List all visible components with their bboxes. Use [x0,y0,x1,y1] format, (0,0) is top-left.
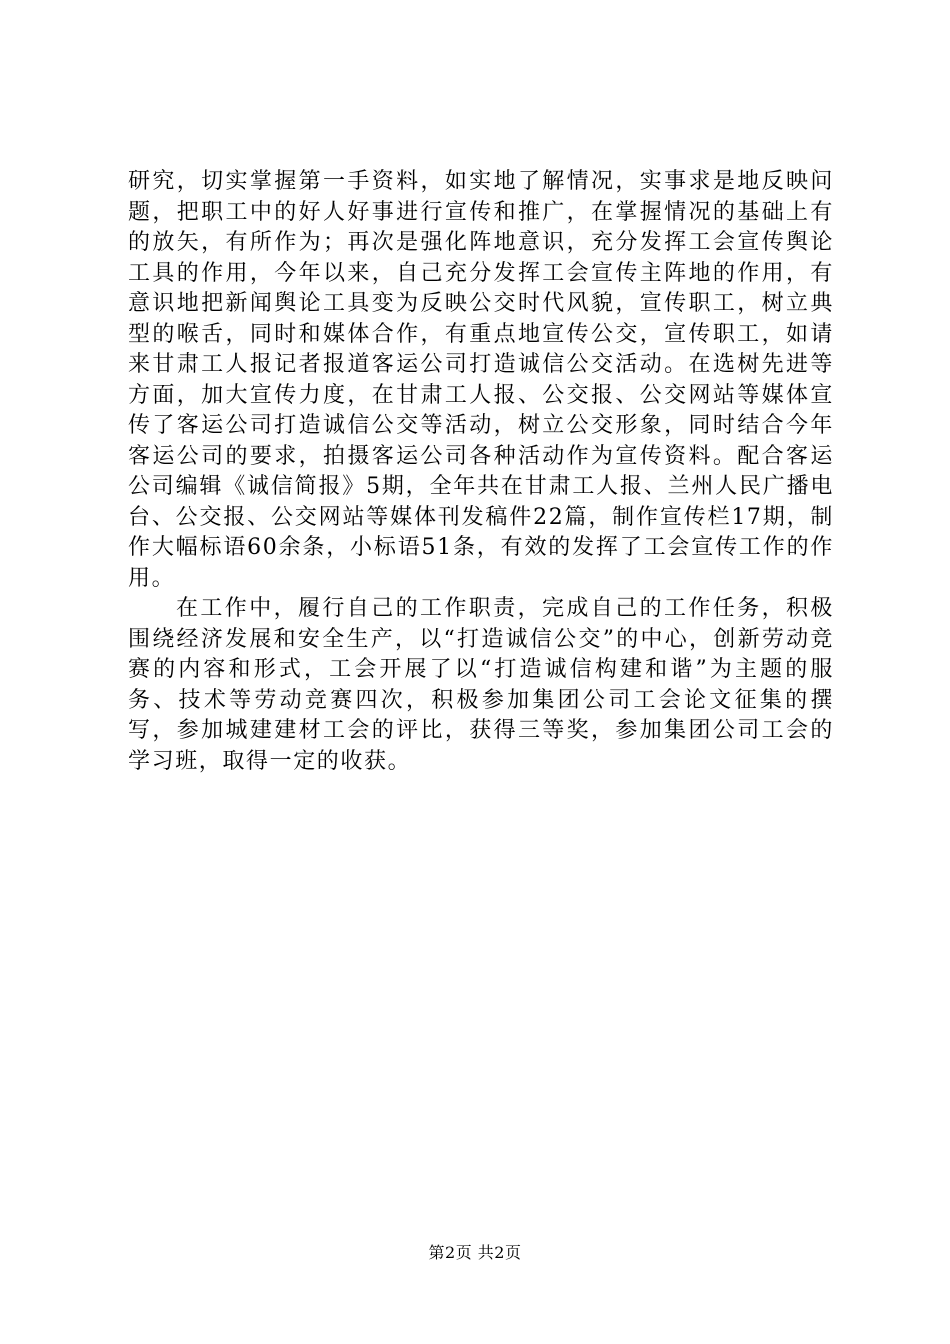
page-number-footer: 第2页 共2页 [428,1243,522,1262]
paragraph-publicity-work: 研究，切实掌握第一手资料，如实地了解情况，实事求是地反映问题，把职工中的好人好事进行宣传和推广，在掌握情况的基础上有的放矢，有所作为；再次是强化阵地意识，充分发挥工会宣传舆论工具的作用，今年以来，自己充分发挥工会宣传主阵地的作用，有意识地把新闻舆论工具变为反映公交时代风貌，宣传职工，树立典型的喉舌，同时和媒体合作，有重点地宣传公交，宣传职工，如请来甘肃工人报记者报道客运公司打造诚信公交活动。在选树先进等方面，加大宣传力度，在甘肃工人报、公交报、公交网站等媒体宣传了客运公司打造诚信公交等活动，树立公交形象，同时结合今年客运公司的要求，拍摄客运公司各种活动作为宣传资料。配合客运公司编辑《诚信简报》5期，全年共在甘肃工人报、兰州人民广播电台、公交报、公交网站等媒体刊发稿件22篇，制作宣传栏17期，制作大幅标语60余条，小标语51条，有效的发挥了工会宣传工作的作用。 [128,169,834,591]
document-body [128,167,834,777]
paragraph-labor-competition: 在工作中，履行自己的工作职责，完成自己的工作任务，积极围绕经济发展和安全生产，以“打造诚信公交”的中心，创新劳动竞赛的内容和形式，工会开展了以“打造诚信构建和谐”为主题的服务、技术等劳动竞赛四次，积极参加集团公司工会论文征集的撰写，参加城建建材工会的评比，获得三等奖，参加集团公司工会的学习班，取得一定的收获。 [128,596,834,774]
